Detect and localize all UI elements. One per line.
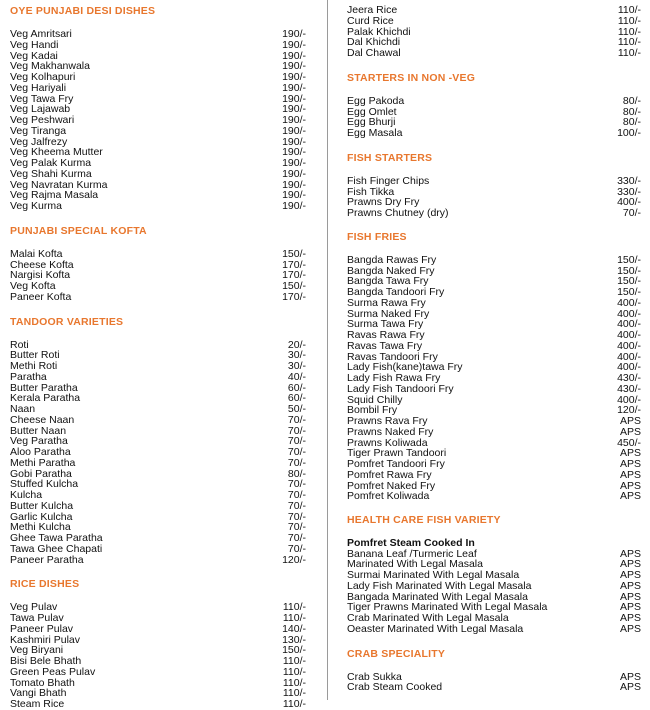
menu-item-name: Vangi Bhath (10, 687, 67, 700)
menu-item (347, 624, 641, 635)
menu-item-name: Surma Rawa Fry (347, 296, 426, 309)
menu-item-name: Veg Tawa Fry (10, 92, 74, 105)
menu-item-name: Paneer Pulav (10, 622, 74, 635)
menu-item (347, 208, 641, 219)
menu-item (10, 555, 306, 566)
menu-item-price: 190/- (282, 38, 306, 51)
menu-item-name: Veg Rajma Masala (10, 189, 99, 202)
menu-item-price: 80/- (622, 116, 641, 129)
menu-item-price: 190/- (282, 167, 306, 180)
menu-column-right (347, 5, 641, 693)
menu-item-name: Bisi Bele Bhath (10, 655, 82, 667)
menu-item-price: 190/- (282, 60, 306, 73)
menu-item-name: Bangda Rawas Fry (347, 253, 437, 266)
menu-item-price: 110/- (617, 25, 641, 38)
menu-item-price: 400/- (617, 196, 641, 209)
menu-item-price: 190/- (282, 157, 306, 169)
menu-item-name: Banana Leaf /Turmeric Leaf (347, 547, 477, 560)
section-title: FISH STARTERS (347, 151, 433, 164)
menu-item (10, 126, 306, 137)
menu-item-name: Veg Kolhapuri (10, 71, 76, 83)
menu-item-price: 70/- (622, 207, 641, 219)
menu-item-price: 110/- (282, 698, 306, 710)
menu-section-continued (347, 5, 641, 59)
menu-item-price: 150/- (282, 644, 306, 657)
menu-item-name: Marinated With Legal Masala (347, 558, 483, 571)
menu-item-price: APS (619, 681, 641, 694)
section-title: PUNJABI SPECIAL KOFTA (10, 224, 147, 237)
menu-item-name: Veg Hariyali (10, 81, 67, 94)
menu-item-price: 70/- (287, 456, 306, 469)
menu-item-name: Nargisi Kofta (10, 269, 71, 282)
menu-item-name: Veg Kofta (10, 280, 56, 292)
menu-item (347, 255, 641, 266)
menu-item-name: Green Peas Pulav (10, 665, 96, 678)
menu-item-name: Gobi Paratha (10, 467, 72, 480)
menu-item-name: Ravas Tawa Fry (347, 339, 423, 352)
menu-item-price: 40/- (287, 370, 306, 383)
menu-item-name: Dal Chawal (347, 47, 401, 59)
section-title: STARTERS IN NON -VEG (347, 71, 476, 84)
menu-item-name: Veg Makhanwala (10, 60, 90, 73)
menu-item-price: 150/- (617, 264, 641, 277)
menu-item-name: Veg Amritsari (10, 28, 72, 40)
menu-item (347, 16, 641, 27)
section-title: RICE DISHES (10, 578, 80, 591)
menu-item-name: Egg Pakoda (347, 94, 405, 107)
menu-item-name: Veg Palak Kurma (10, 157, 92, 169)
menu-item-price: 80/- (622, 105, 641, 118)
menu-item-name: Ravas Rawa Fry (347, 329, 425, 341)
menu-item-price: 170/- (282, 258, 306, 271)
section-subheading: Pomfret Steam Cooked In (347, 537, 475, 549)
menu-item-price: 110/- (282, 676, 306, 689)
menu-item (10, 624, 306, 635)
menu-item-price: 190/- (282, 178, 306, 191)
menu-item (347, 96, 641, 107)
menu-item-price: 150/- (282, 247, 306, 260)
menu-item-name: Crab Sukka (347, 670, 402, 683)
menu-item-price: 110/- (282, 687, 306, 700)
menu-item-price: 110/- (282, 601, 306, 614)
menu-item-name: Kashmiri Pulav (10, 633, 81, 646)
menu-item (347, 491, 641, 502)
menu-section-oye-punjabi-desi-dishes (10, 5, 306, 212)
menu-item-name: Garlic Kulcha (10, 510, 73, 523)
menu-item-price: APS (619, 479, 641, 492)
menu-item-price: 150/- (617, 275, 641, 288)
section-title: CRAB SPECIALITY (347, 647, 446, 660)
menu-item-name: Malai Kofta (10, 247, 63, 260)
menu-item-name: Pomfret Naked Fry (347, 479, 436, 492)
menu-item-price: APS (619, 490, 641, 503)
menu-item-price: APS (619, 590, 641, 603)
menu-item-name: Steam Rice (10, 698, 65, 710)
menu-item (10, 479, 306, 490)
menu-section-health-care-fish-variety (347, 514, 641, 635)
menu-item-price: 30/- (287, 360, 306, 372)
menu-item-price: 130/- (282, 633, 306, 646)
menu-item-price: 330/- (617, 174, 641, 187)
menu-item-name: Egg Bhurji (347, 116, 396, 129)
menu-item-price: 140/- (282, 622, 306, 635)
menu-item-name: Prawns Naked Fry (347, 425, 434, 438)
menu-item (10, 201, 306, 212)
menu-item-name: Tawa Pulav (10, 612, 64, 624)
menu-item-price: 400/- (617, 329, 641, 341)
menu-item-price: 170/- (282, 290, 306, 303)
menu-item-price: 110/- (617, 14, 641, 27)
menu-item-name: Fish Tikka (347, 185, 395, 198)
menu-item-price: APS (619, 569, 641, 582)
menu-item-name: Pomfret Rawa Fry (347, 468, 432, 481)
menu-item-price: 70/- (287, 424, 306, 437)
menu-item (347, 128, 641, 139)
menu-item-price: 110/- (617, 47, 641, 59)
menu-item-name: Bangada Marinated With Legal Masala (347, 590, 528, 603)
menu-item-price: 190/- (282, 200, 306, 212)
menu-item (10, 501, 306, 512)
menu-item-price: APS (619, 468, 641, 481)
menu-item-name: Veg Tiranga (10, 124, 67, 137)
menu-item-name: Butter Kulcha (10, 499, 74, 512)
menu-item-price: APS (619, 425, 641, 438)
menu-item-name: Naan (10, 403, 36, 415)
menu-item-price: 120/- (282, 553, 306, 566)
menu-item-price: 190/- (282, 103, 306, 116)
menu-item-price: 170/- (282, 269, 306, 282)
menu-item-name: Veg Shahi Kurma (10, 167, 92, 180)
menu-section-crab-speciality (347, 648, 641, 694)
menu-item-name: Surmai Marinated With Legal Masala (347, 569, 520, 582)
menu-item-name: Lady Fish Rawa Fry (347, 372, 441, 384)
menu-item-price: 70/- (287, 532, 306, 544)
menu-column-left (10, 5, 306, 710)
column-divider (327, 0, 328, 700)
menu-item-name: Methi Paratha (10, 456, 76, 469)
menu-item-name: Egg Omlet (347, 105, 397, 118)
menu-item-price: 80/- (287, 467, 306, 480)
menu-item-name: Veg Jalfrezy (10, 135, 68, 148)
menu-item-name: Veg Kadai (10, 49, 58, 62)
menu-item-name: Oeaster Marinated With Legal Masala (347, 622, 524, 635)
menu-item-name: Bangda Naked Fry (347, 264, 435, 277)
menu-item-price: APS (619, 547, 641, 560)
menu-item-price: 400/- (617, 393, 641, 406)
menu-item-name: Cheese Kofta (10, 258, 74, 271)
menu-item (10, 393, 306, 404)
menu-item-name: Kulcha (10, 489, 43, 501)
menu-item-name: Surma Naked Fry (347, 307, 430, 320)
menu-item-price: APS (619, 415, 641, 427)
menu-item-name: Tawa Ghee Chapati (10, 542, 103, 555)
menu-item-price: 190/- (282, 92, 306, 105)
menu-item (10, 83, 306, 94)
menu-item-price: APS (619, 458, 641, 470)
menu-item-name: Curd Rice (347, 14, 394, 27)
menu-section-fish-starters (347, 152, 641, 219)
menu-item-name: Prawns Chutney (dry) (347, 207, 449, 219)
menu-item-price: 70/- (287, 489, 306, 501)
menu-item (10, 40, 306, 51)
menu-item-price: 100/- (617, 127, 641, 139)
menu-item-price: 50/- (287, 403, 306, 415)
menu-item-price: 190/- (282, 81, 306, 94)
menu-item-name: Dal Khichdi (347, 36, 401, 49)
menu-section-starters-in-non-veg (347, 72, 641, 139)
menu-item-name: Ghee Tawa Paratha (10, 532, 103, 544)
menu-item-name: Prawns Koliwada (347, 436, 428, 449)
menu-item-name: Methi Roti (10, 360, 58, 372)
menu-item-name: Paneer Paratha (10, 553, 84, 566)
menu-item-price: 110/- (282, 612, 306, 624)
menu-item-name: Kerala Paratha (10, 392, 81, 405)
menu-item-price: 30/- (287, 349, 306, 362)
menu-item-name: Jeera Rice (347, 4, 398, 16)
menu-item-price: 70/- (287, 510, 306, 523)
menu-item-price: 110/- (617, 4, 641, 16)
menu-item-name: Ravas Tandoori Fry (347, 350, 438, 363)
menu-item-price: 70/- (287, 435, 306, 448)
menu-item-name: Butter Naan (10, 424, 67, 437)
menu-item-name: Lady Fish Tandoori Fry (347, 382, 454, 395)
menu-item-name: Cheese Naan (10, 413, 75, 426)
menu-item-price: 190/- (282, 124, 306, 137)
menu-item-name: Veg Biryani (10, 644, 64, 657)
menu-item (10, 458, 306, 469)
menu-item-price: 190/- (282, 114, 306, 126)
menu-item-price: 190/- (282, 28, 306, 40)
menu-item-price: APS (619, 558, 641, 571)
menu-item-price: 430/- (617, 382, 641, 395)
menu-item (347, 384, 641, 395)
menu-item (10, 361, 306, 372)
menu-item-name: Stuffed Kulcha (10, 478, 79, 491)
menu-item-name: Bangda Tawa Fry (347, 275, 429, 288)
menu-item-price: 70/- (287, 413, 306, 426)
menu-item-name: Lady Fish(kane)tawa Fry (347, 361, 463, 374)
menu-item-name: Egg Masala (347, 127, 403, 139)
menu-item (347, 427, 641, 438)
menu-item-name: Veg Kheema Mutter (10, 146, 103, 159)
menu-item-price: 430/- (617, 372, 641, 384)
menu-item-price: 400/- (617, 361, 641, 374)
menu-item-price: 70/- (287, 478, 306, 491)
menu-item-name: Palak Khichdi (347, 25, 411, 38)
menu-item (10, 415, 306, 426)
menu-item-name: Paratha (10, 370, 47, 383)
menu-item-price: 20/- (287, 338, 306, 351)
menu-item-price: 120/- (617, 404, 641, 417)
menu-item-price: 400/- (617, 307, 641, 320)
menu-item-name: Bombil Fry (347, 404, 398, 417)
menu-item-name: Veg Pulav (10, 601, 58, 614)
menu-item-name: Pomfret Tandoori Fry (347, 458, 445, 470)
menu-item-price: 60/- (287, 381, 306, 394)
menu-item-price: APS (619, 601, 641, 614)
menu-item-name: Veg Peshwari (10, 114, 75, 126)
menu-item-price: APS (619, 622, 641, 635)
menu-item-name: Veg Handi (10, 38, 59, 51)
menu-item-name: Aloo Paratha (10, 446, 71, 458)
menu-section-rice-dishes (10, 578, 306, 710)
menu-item-name: Paneer Kofta (10, 290, 72, 303)
menu-item (347, 470, 641, 481)
section-title: HEALTH CARE FISH VARIETY (347, 514, 501, 526)
menu-item-price: 110/- (617, 36, 641, 49)
menu-item-price: 70/- (287, 446, 306, 458)
menu-item-price: 400/- (617, 339, 641, 352)
menu-item-name: Surma Tawa Fry (347, 318, 424, 331)
menu-item-name: Veg Navratan Kurma (10, 178, 108, 191)
section-title: FISH FRIES (347, 230, 407, 243)
menu-item-price: 70/- (287, 542, 306, 555)
menu-item-price: 150/- (617, 286, 641, 298)
menu-item-price: APS (619, 579, 641, 592)
menu-item (347, 176, 641, 187)
menu-item-name: Pomfret Koliwada (347, 490, 430, 503)
menu-item-price: 190/- (282, 135, 306, 148)
section-title: TANDOOR VARIETIES (10, 315, 124, 328)
menu-item-name: Bangda Tandoori Fry (347, 286, 445, 298)
menu-item-name: Squid Chilly (347, 393, 403, 406)
menu-item-name: Methi Kulcha (10, 521, 71, 534)
menu-item (347, 341, 641, 352)
menu-item-name: Prawns Dry Fry (347, 196, 420, 209)
menu-item-price: 60/- (287, 392, 306, 405)
section-title: OYE PUNJABI DESI DISHES (10, 5, 156, 17)
menu-item (10, 169, 306, 180)
menu-item-price: 400/- (617, 350, 641, 363)
menu-item-price: 400/- (617, 318, 641, 331)
menu-item (347, 682, 641, 693)
menu-item-price: 70/- (287, 521, 306, 534)
menu-item-name: Crab Steam Cooked (347, 681, 443, 694)
menu-item (10, 372, 306, 383)
menu-item-price: 190/- (282, 189, 306, 202)
menu-item (347, 298, 641, 309)
menu-item-price: 70/- (287, 499, 306, 512)
menu-item-name: Prawns Rava Fry (347, 415, 428, 427)
menu-item (10, 544, 306, 555)
menu-item-price: 110/- (282, 665, 306, 678)
menu-item-name: Crab Marinated With Legal Masala (347, 612, 509, 625)
menu-item-price: 110/- (282, 655, 306, 667)
menu-item-price: APS (619, 447, 641, 460)
menu-item-price: 150/- (617, 253, 641, 266)
menu-section-fish-fries (347, 231, 641, 502)
menu-item-name: Tiger Prawn Tandoori (347, 447, 447, 460)
menu-item-name: Veg Kurma (10, 200, 62, 212)
menu-item-price: 400/- (617, 296, 641, 309)
menu-item (10, 667, 306, 678)
menu-section-punjabi-special-kofta (10, 225, 306, 303)
menu-item-name: Veg Lajawab (10, 103, 71, 116)
menu-item-name: Veg Paratha (10, 435, 68, 448)
menu-item-name: Tiger Prawns Marinated With Legal Masala (347, 601, 548, 614)
menu-item-name: Roti (10, 338, 29, 351)
menu-item-price: 80/- (622, 94, 641, 107)
menu-item-name: Butter Roti (10, 349, 60, 362)
menu-item-name: Tomato Bhath (10, 676, 75, 689)
menu-item-name: Fish Finger Chips (347, 174, 430, 187)
menu-item-price: 190/- (282, 71, 306, 83)
menu-item-price: APS (619, 670, 641, 683)
menu-item-price: 190/- (282, 49, 306, 62)
menu-item (10, 292, 306, 303)
menu-item (10, 699, 306, 710)
menu-item-price: 450/- (617, 436, 641, 449)
menu-item-name: Butter Paratha (10, 381, 78, 394)
menu-item-price: 190/- (282, 146, 306, 159)
menu-item-name: Lady Fish Marinated With Legal Masala (347, 579, 532, 592)
menu-item-price: 330/- (617, 185, 641, 198)
menu-item (10, 249, 306, 260)
menu-item-price: APS (619, 612, 641, 625)
menu-item (347, 48, 641, 59)
menu-item-price: 150/- (282, 280, 306, 292)
menu-section-tandoor-varieties (10, 316, 306, 566)
